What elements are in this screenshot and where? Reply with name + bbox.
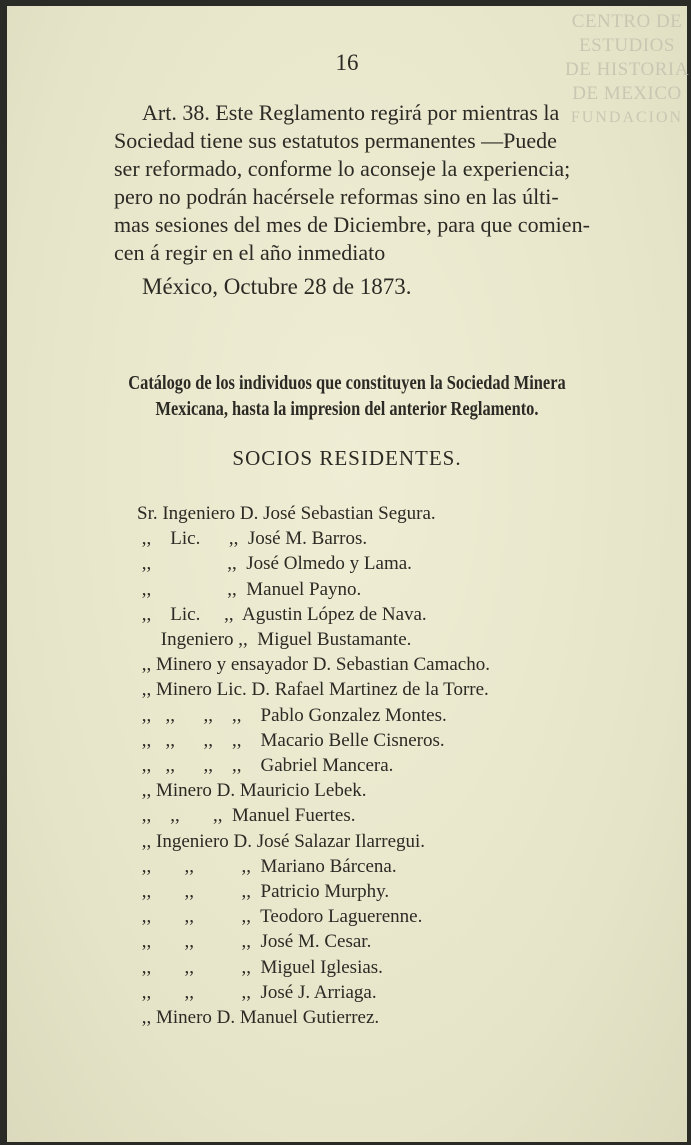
- catalog-line: Mexicana, hasta la impresion del anterior Reglamento.: [155, 398, 539, 420]
- watermark-line: ESTUDIOS: [579, 35, 675, 56]
- member-entry: ,, ,, ,, ,, Gabriel Mancera.: [137, 755, 394, 777]
- member-entry: ,, ,, José Olmedo y Lama.: [137, 553, 412, 575]
- member-entry: ,, Minero Lic. D. Rafael Martinez de la Torre.: [137, 679, 489, 701]
- member-entry: ,, ,, ,, Patricio Murphy.: [137, 881, 390, 903]
- watermark-line: DE MEXICO: [572, 83, 682, 104]
- watermark-line: DE HISTORIA: [565, 59, 689, 80]
- article-38: [114, 99, 674, 267]
- member-entry: ,, Minero D. Manuel Gutierrez.: [137, 1007, 380, 1029]
- article-line: cen á regir en el año inmediato: [114, 240, 386, 265]
- member-entry: ,, Minero y ensayador D. Sebastian Camacho.: [137, 654, 490, 676]
- watermark-line: CENTRO DE: [571, 11, 683, 32]
- member-entry: ,, ,, ,, Miguel Iglesias.: [137, 956, 383, 978]
- member-entry: ,, ,, ,, Manuel Fuertes.: [137, 805, 356, 827]
- article-line: pero no podrán hacérsele reformas sino en las últi-: [114, 184, 559, 209]
- member-entry: ,, ,, ,, Teodoro Laguerenne.: [137, 906, 423, 928]
- catalog-heading: [68, 370, 626, 422]
- catalog-line: Catálogo de los individuos que constituyen la Sociedad Minera: [128, 372, 566, 394]
- document-page: [7, 6, 687, 1142]
- dateline: México, Octubre 28 de 1873.: [142, 274, 412, 299]
- member-entry: ,, ,, ,, José M. Cesar.: [137, 931, 372, 953]
- section-heading: SOCIOS RESIDENTES.: [232, 446, 462, 470]
- member-entry: ,, ,, Manuel Payno.: [137, 578, 362, 600]
- member-entry: ,, ,, ,, Mariano Bárcena.: [137, 855, 397, 877]
- member-entry: ,, ,, ,, ,, Macario Belle Cisneros.: [137, 729, 445, 751]
- member-entry: Sr. Ingeniero D. José Sebastian Segura.: [137, 503, 436, 524]
- article-line: ser reformado, conforme lo aconseje la experiencia;: [114, 156, 571, 181]
- page-number: 16: [335, 50, 359, 75]
- article-line: Art. 38. Este Reglamento regirá por mientras la: [142, 100, 560, 125]
- member-entry: ,, ,, ,, ,, Pablo Gonzalez Montes.: [137, 704, 447, 726]
- member-entry: ,, ,, ,, José J. Arriaga.: [137, 981, 377, 1003]
- member-list: [137, 501, 677, 1030]
- member-entry: Ingeniero ,, Miguel Bustamante.: [137, 629, 412, 651]
- article-line: Sociedad tiene sus estatutos permanentes —Puede: [114, 128, 557, 153]
- member-entry: ,, Minero D. Mauricio Lebek.: [137, 780, 367, 802]
- member-entry: ,, Lic. ,, Agustin López de Nava.: [137, 603, 427, 625]
- watermark-line: FUNDACION: [570, 109, 684, 126]
- article-line: mas sesiones del mes de Diciembre, para que comien-: [114, 212, 590, 237]
- member-entry: ,, Ingeniero D. José Salazar Ilarregui.: [137, 830, 426, 852]
- member-entry: ,, Lic. ,, José M. Barros.: [137, 528, 368, 550]
